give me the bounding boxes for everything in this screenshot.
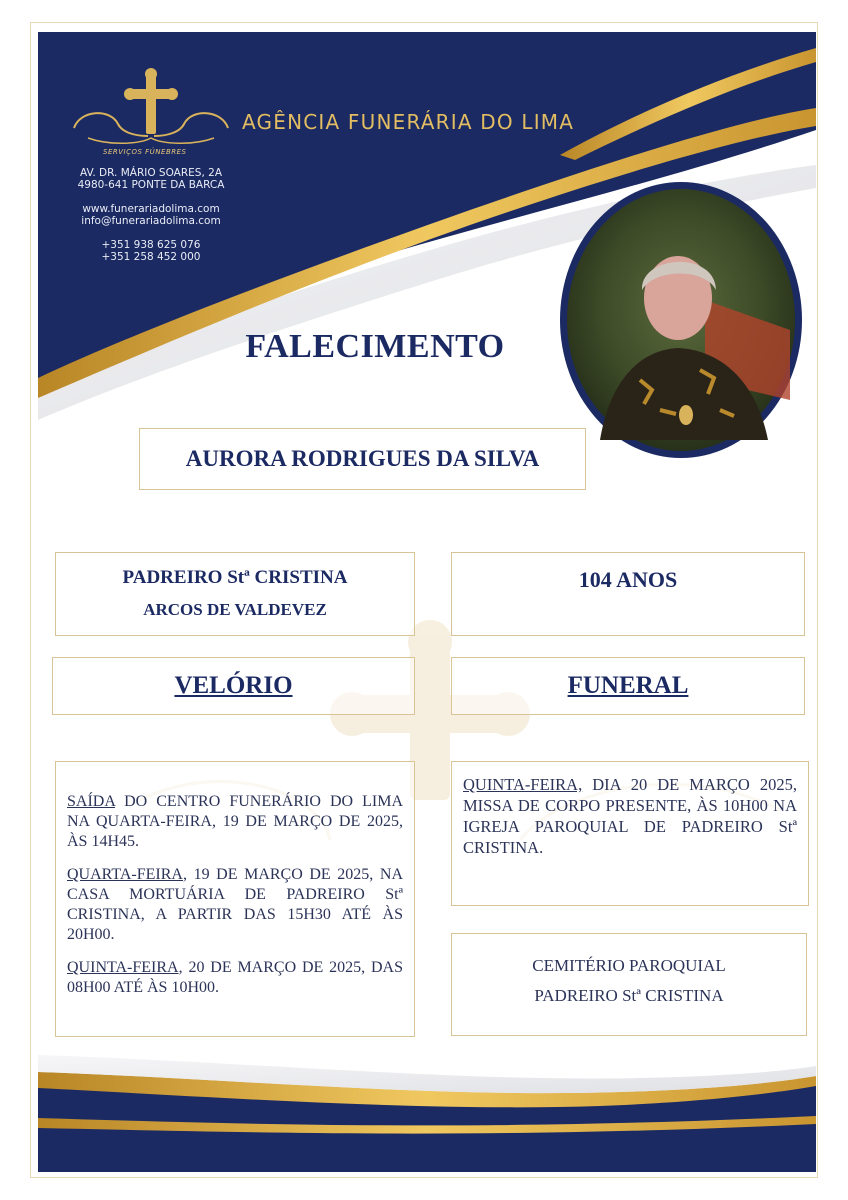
funeral-details-box [451,761,809,906]
deceased-name: AURORA RODRIGUES DA SILVA [185,446,540,471]
locality-line-2: ARCOS DE VALDEVEZ [143,600,327,619]
email-link[interactable]: info@funerariadolima.com [81,215,221,227]
velorio-heading: VELÓRIO [174,672,293,699]
funeral-paragraph-1 [463,774,797,858]
velorio-p1-lead: SAÍDA [67,793,116,810]
funeral-heading-box [451,657,805,715]
velorio-p2-lead: QUARTA-FEIRA [67,866,183,883]
funeral-p1-text: DIA 20 DE MARÇO 2025, MISSA DE CORPO PRESENTE, ÀS 10H00 NA IGREJA PAROQUIAL DE PADREIRO Stª CRISTINA. [463,775,797,857]
cemetery-box [451,933,807,1036]
locality-line-1: PADREIRO Stª CRISTINA [122,567,348,588]
velorio-p1-text: DO CENTRO FUNERÁRIO DO LIMA NA QUARTA-FEIRA, 19 DE MARÇO DE 2025, ÀS 14H45. [67,793,403,850]
phone-2: +351 258 452 000 [101,251,201,263]
cemetery-line-1: CEMITÉRIO PAROQUIAL [532,956,726,975]
cemetery-line-2: PADREIRO Stª CRISTINA [534,986,724,1005]
velorio-paragraph-3 [67,958,403,998]
velorio-paragraph-1 [67,792,403,852]
services-tagline: SERVIÇOS FÚNEBRES [103,148,187,156]
address-line-2: 4980-641 PONTE DA BARCA [77,179,225,191]
phone-1: +351 938 625 076 [101,239,201,251]
website-link[interactable]: www.funerariadolima.com [82,203,220,215]
velorio-p3-lead: QUINTA-FEIRA [67,959,179,976]
age-box [451,552,805,636]
velorio-details-box [55,761,415,1037]
notice-title: FALECIMENTO [245,328,505,365]
funeral-p1-lead: QUINTA-FEIRA, [463,775,583,794]
velorio-heading-box [52,657,415,715]
agency-name: AGÊNCIA FUNERÁRIA DO LIMA [242,110,575,134]
velorio-p3-text: , 20 DE MARÇO DE 2025, DAS 08H00 ATÉ ÀS 10H00. [67,959,403,996]
velorio-paragraph-2 [67,865,403,945]
locality-box [55,552,415,636]
velorio-p2-text: , 19 DE MARÇO DE 2025, NA CASA MORTUÁRIA DE PADREIRO Stª CRISTINA, A PARTIR DAS 15H30 ATÉ ÀS 20H00. [67,866,403,943]
funeral-heading: FUNERAL [567,672,689,699]
address-line-1: AV. DR. MÁRIO SOARES, 2A [80,167,222,179]
age: 104 ANOS [578,567,678,592]
deceased-name-box [139,428,586,490]
